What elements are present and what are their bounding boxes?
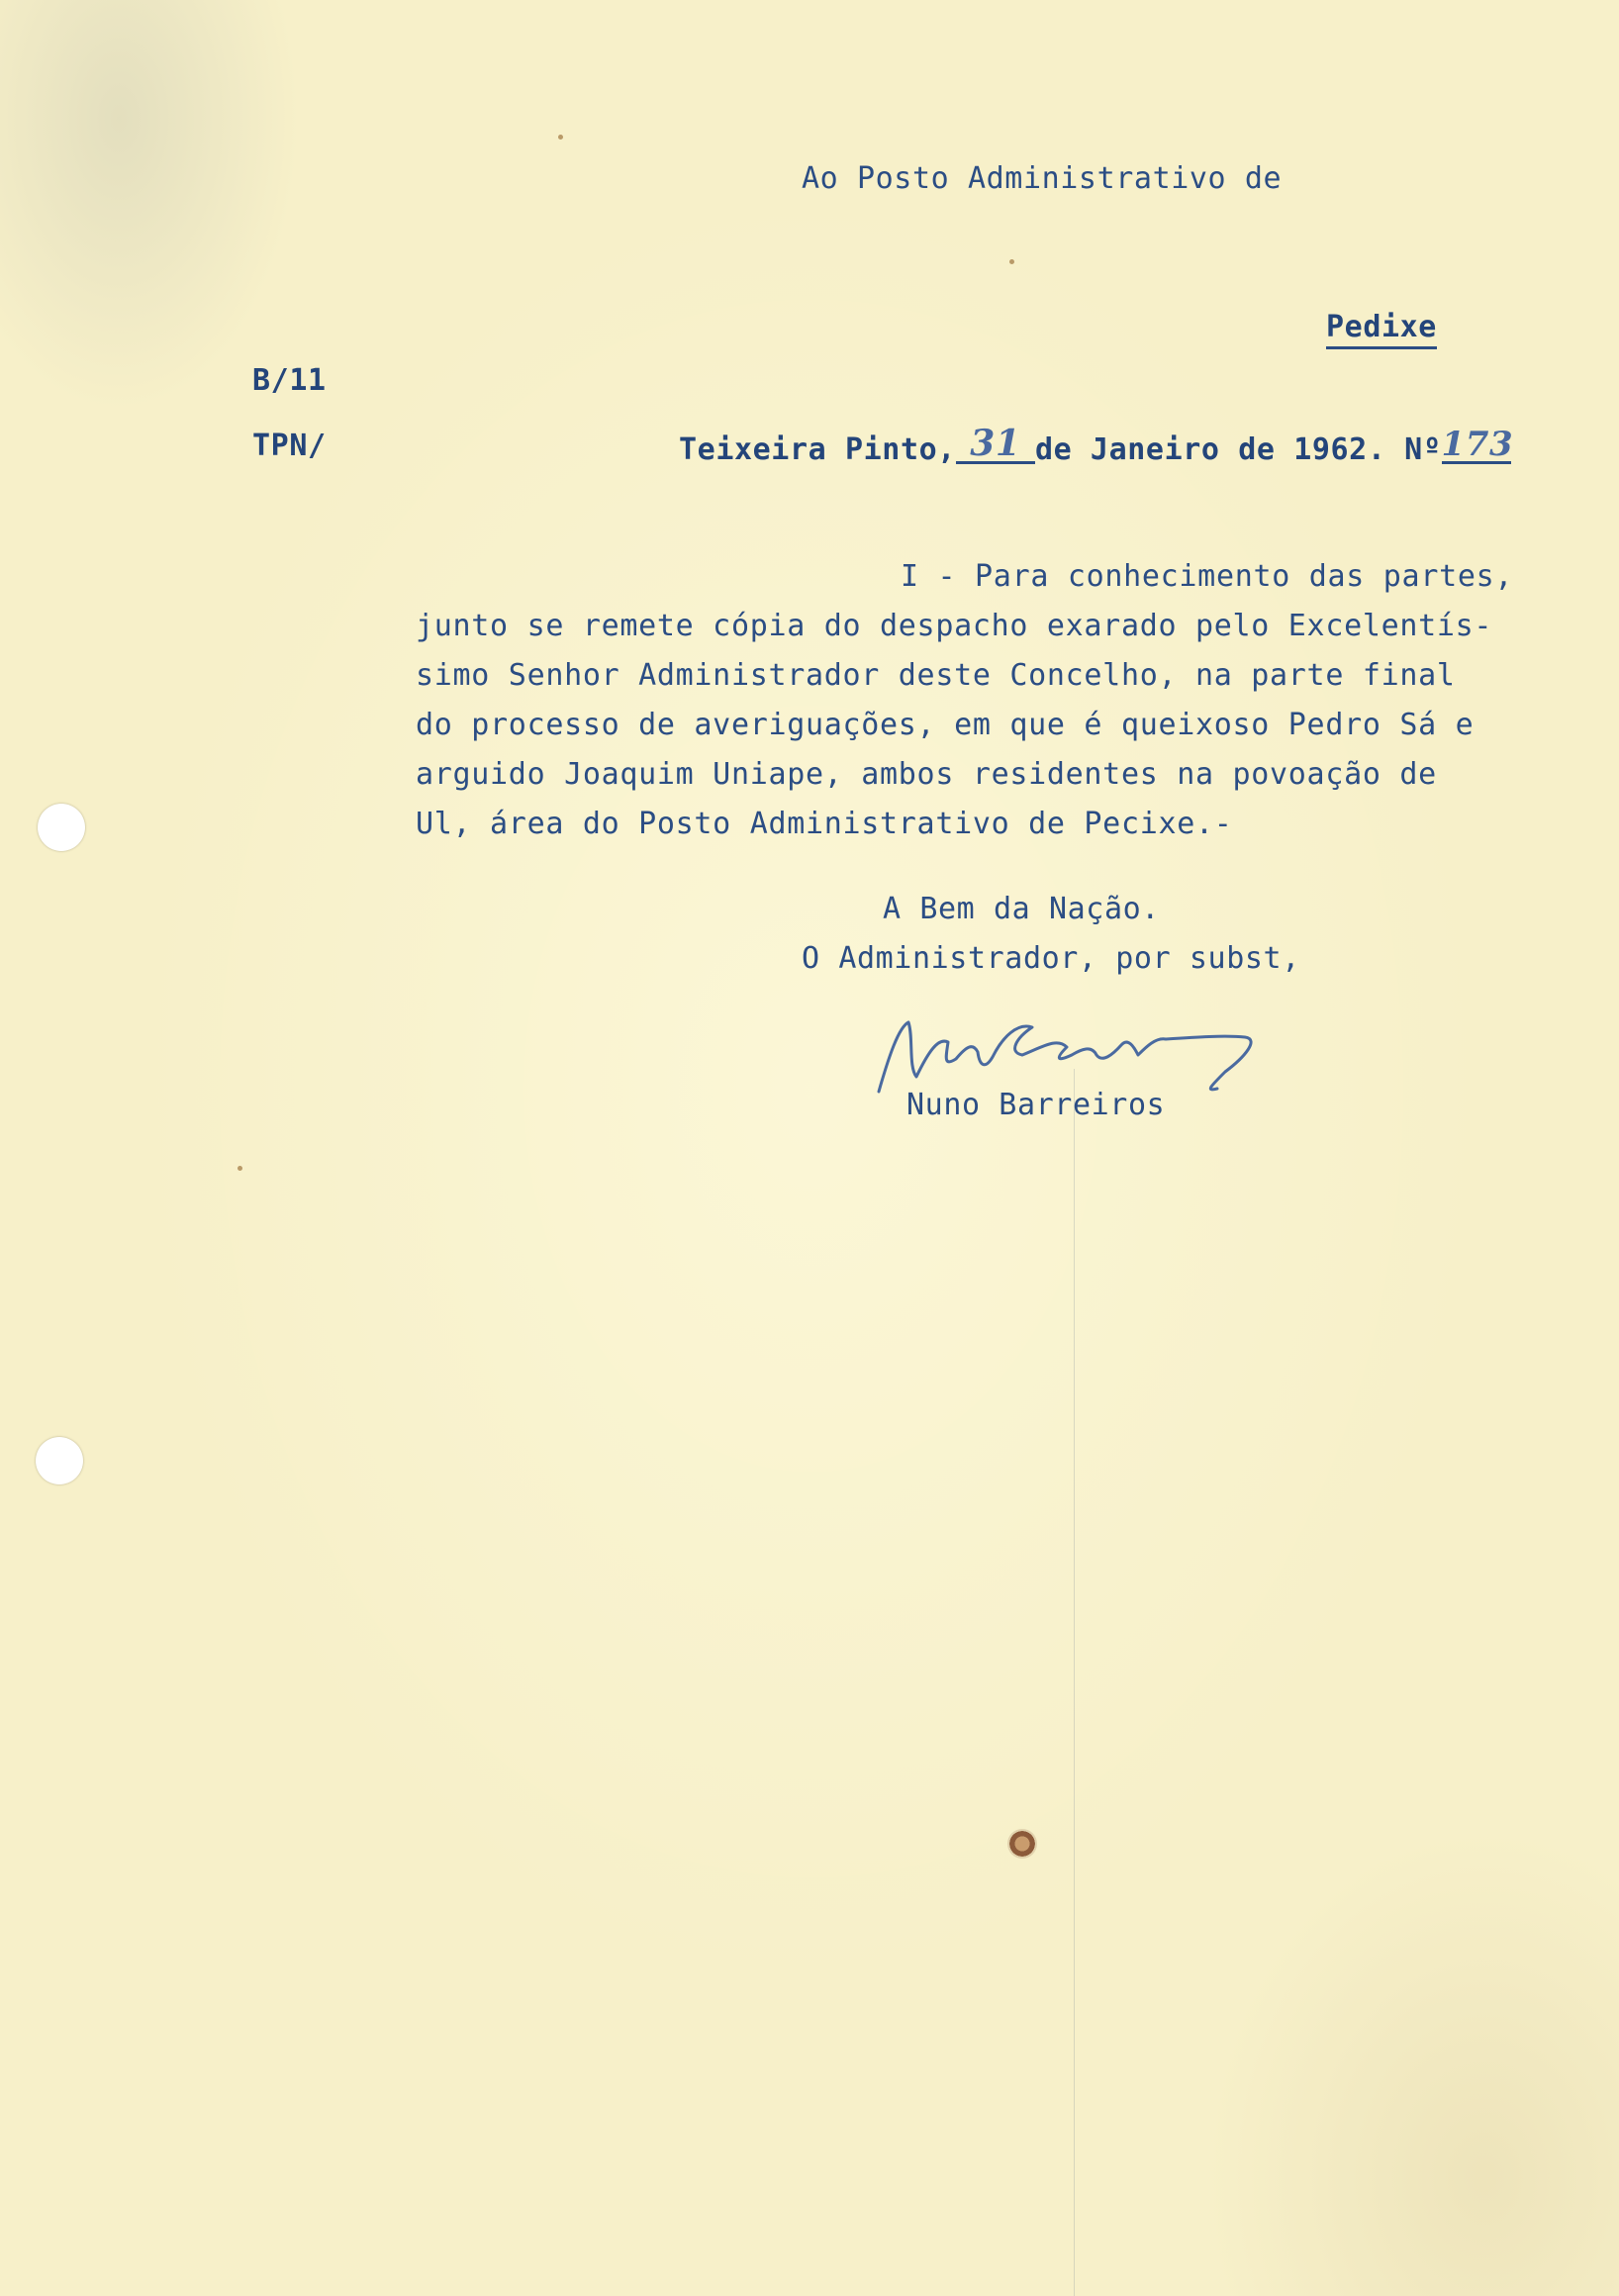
signatory-name: Nuno Barreiros <box>906 1088 1166 1122</box>
reference-code-1: B/11 <box>252 363 327 398</box>
body-line: arguido Joaquim Uniape, ambos residentes na povoação de <box>416 757 1437 792</box>
punch-hole-top <box>38 804 85 851</box>
paper-speck <box>1009 259 1014 264</box>
signature-stroke <box>879 1022 1251 1092</box>
body-line: do processo de averiguações, em que é queixoso Pedro Sá e <box>416 708 1475 742</box>
addressee-place: Pedixe <box>1326 313 1437 349</box>
punch-hole-bottom <box>36 1437 83 1484</box>
paper-speck <box>558 135 563 140</box>
dateline-number: 173 <box>1441 425 1514 464</box>
body-line: simo Senhor Administrador deste Concelho, na parte final <box>416 658 1456 693</box>
closing-role: O Administrador, por subst, <box>802 941 1300 976</box>
closing-salutation: A Bem da Nação. <box>883 892 1160 926</box>
addressee-line: Ao Posto Administrativo de <box>802 161 1283 196</box>
paper-crease <box>1074 1069 1075 2296</box>
paper-speck <box>238 1166 242 1171</box>
body-line: Ul, área do Posto Administrativo de Pecixe.- <box>416 807 1233 841</box>
body-line: junto se remete cópia do despacho exarado pelo Excelentís- <box>416 609 1493 643</box>
body-line: I - Para conhecimento das partes, <box>901 559 1514 594</box>
rust-mark <box>1007 1829 1037 1859</box>
dateline <box>679 423 1514 468</box>
dateline-middle: de Janeiro de 1962. Nº <box>1034 432 1442 467</box>
reference-code-2: TPN/ <box>252 429 327 463</box>
dateline-day: 31 <box>956 426 1035 464</box>
dateline-place: Teixeira Pinto, <box>679 432 956 467</box>
